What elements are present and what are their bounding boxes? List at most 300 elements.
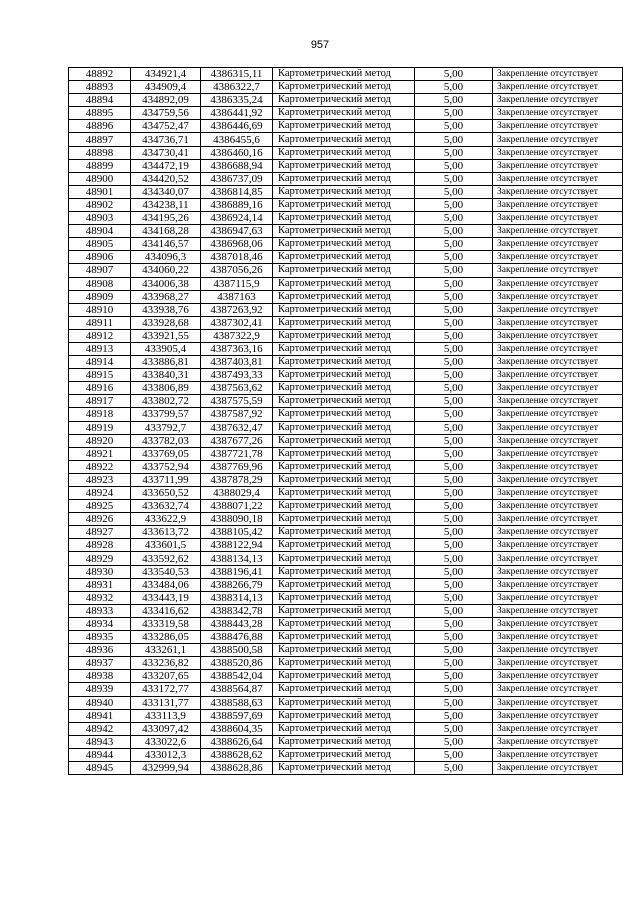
x-coordinate-cell: 433928,68 [131,316,201,329]
y-coordinate-cell: 4387721,78 [201,447,273,460]
fixation-note-cell: Закрепление отсутствует [493,460,623,473]
point-number-cell: 48910 [69,303,131,316]
table-row [69,670,623,683]
x-coordinate-cell: 433022,6 [131,735,201,748]
table-row [69,722,623,735]
x-coordinate-cell: 433097,42 [131,722,201,735]
error-cell: 5,00 [415,81,493,94]
method-cell: Картометрический метод [273,107,415,120]
method-cell: Картометрический метод [273,198,415,211]
error-cell: 5,00 [415,68,493,81]
fixation-note-cell: Закрепление отсутствует [493,670,623,683]
table-row [69,460,623,473]
method-cell: Картометрический метод [273,735,415,748]
table-row [69,356,623,369]
method-cell: Картометрический метод [273,264,415,277]
point-number-cell: 48936 [69,644,131,657]
point-number-cell: 48896 [69,120,131,133]
table-row [69,342,623,355]
table-row [69,146,623,159]
fixation-note-cell: Закрепление отсутствует [493,591,623,604]
y-coordinate-cell: 4387363,16 [201,342,273,355]
point-number-cell: 48929 [69,552,131,565]
fixation-note-cell: Закрепление отсутствует [493,644,623,657]
table-row [69,578,623,591]
table-row [69,120,623,133]
x-coordinate-cell: 434736,71 [131,133,201,146]
y-coordinate-cell: 4386814,85 [201,185,273,198]
table-row [69,552,623,565]
point-number-cell: 48922 [69,460,131,473]
y-coordinate-cell: 4387587,92 [201,408,273,421]
point-number-cell: 48924 [69,487,131,500]
fixation-note-cell: Закрепление отсутствует [493,159,623,172]
x-coordinate-cell: 434006,38 [131,277,201,290]
method-cell: Картометрический метод [273,552,415,565]
y-coordinate-cell: 4386455,6 [201,133,273,146]
method-cell: Картометрический метод [273,369,415,382]
error-cell: 5,00 [415,657,493,670]
error-cell: 5,00 [415,290,493,303]
error-cell: 5,00 [415,735,493,748]
point-number-cell: 48899 [69,159,131,172]
point-number-cell: 48932 [69,591,131,604]
y-coordinate-cell: 4386737,09 [201,172,273,185]
method-cell: Картометрический метод [273,290,415,303]
method-cell: Картометрический метод [273,251,415,264]
x-coordinate-cell: 433286,05 [131,631,201,644]
fixation-note-cell: Закрепление отсутствует [493,696,623,709]
fixation-note-cell: Закрепление отсутствует [493,290,623,303]
fixation-note-cell: Закрепление отсутствует [493,120,623,133]
y-coordinate-cell: 4386889,16 [201,198,273,211]
method-cell: Картометрический метод [273,238,415,251]
error-cell: 5,00 [415,356,493,369]
method-cell: Картометрический метод [273,683,415,696]
x-coordinate-cell: 434340,07 [131,185,201,198]
method-cell: Картометрический метод [273,316,415,329]
fixation-note-cell: Закрепление отсутствует [493,513,623,526]
x-coordinate-cell: 434921,4 [131,68,201,81]
point-number-cell: 48906 [69,251,131,264]
error-cell: 5,00 [415,460,493,473]
y-coordinate-cell: 4387403,81 [201,356,273,369]
point-number-cell: 48900 [69,172,131,185]
point-number-cell: 48894 [69,94,131,107]
error-cell: 5,00 [415,159,493,172]
fixation-note-cell: Закрепление отсутствует [493,617,623,630]
fixation-note-cell: Закрепление отсутствует [493,212,623,225]
page-number: 957 [310,39,330,51]
fixation-note-cell: Закрепление отсутствует [493,172,623,185]
y-coordinate-cell: 4386688,94 [201,159,273,172]
error-cell: 5,00 [415,185,493,198]
method-cell: Картометрический метод [273,356,415,369]
fixation-note-cell: Закрепление отсутствует [493,539,623,552]
y-coordinate-cell: 4387563,62 [201,382,273,395]
x-coordinate-cell: 433622,9 [131,513,201,526]
method-cell: Картометрический метод [273,487,415,500]
table-row [69,526,623,539]
y-coordinate-cell: 4386460,16 [201,146,273,159]
fixation-note-cell: Закрепление отсутствует [493,526,623,539]
y-coordinate-cell: 4388122,94 [201,539,273,552]
point-number-cell: 48914 [69,356,131,369]
x-coordinate-cell: 433650,52 [131,487,201,500]
point-number-cell: 48934 [69,617,131,630]
method-cell: Картометрический метод [273,159,415,172]
x-coordinate-cell: 434759,56 [131,107,201,120]
point-number-cell: 48915 [69,369,131,382]
point-number-cell: 48943 [69,735,131,748]
method-cell: Картометрический метод [273,277,415,290]
error-cell: 5,00 [415,172,493,185]
method-cell: Картометрический метод [273,617,415,630]
method-cell: Картометрический метод [273,68,415,81]
method-cell: Картометрический метод [273,748,415,761]
method-cell: Картометрический метод [273,644,415,657]
error-cell: 5,00 [415,212,493,225]
x-coordinate-cell: 433806,89 [131,382,201,395]
x-coordinate-cell: 433540,53 [131,565,201,578]
y-coordinate-cell: 4386315,11 [201,68,273,81]
y-coordinate-cell: 4388029,4 [201,487,273,500]
x-coordinate-cell: 433921,55 [131,329,201,342]
x-coordinate-cell: 433792,7 [131,421,201,434]
point-number-cell: 48933 [69,604,131,617]
table-row [69,68,623,81]
error-cell: 5,00 [415,421,493,434]
method-cell: Картометрический метод [273,133,415,146]
fixation-note-cell: Закрепление отсутствует [493,303,623,316]
method-cell: Картометрический метод [273,631,415,644]
table-row [69,408,623,421]
method-cell: Картометрический метод [273,94,415,107]
y-coordinate-cell: 4386335,24 [201,94,273,107]
fixation-note-cell: Закрепление отсутствует [493,382,623,395]
table-row [69,369,623,382]
point-number-cell: 48930 [69,565,131,578]
fixation-note-cell: Закрепление отсутствует [493,225,623,238]
x-coordinate-cell: 433319,58 [131,617,201,630]
table-row [69,696,623,709]
x-coordinate-cell: 434096,3 [131,251,201,264]
table-row [69,644,623,657]
point-number-cell: 48944 [69,748,131,761]
point-number-cell: 48935 [69,631,131,644]
y-coordinate-cell: 4387263,92 [201,303,273,316]
y-coordinate-cell: 4387677,26 [201,434,273,447]
y-coordinate-cell: 4388266,79 [201,578,273,591]
point-number-cell: 48937 [69,657,131,670]
y-coordinate-cell: 4388500,58 [201,644,273,657]
method-cell: Картометрический метод [273,591,415,604]
table-row [69,185,623,198]
point-number-cell: 48920 [69,434,131,447]
y-coordinate-cell: 4388628,86 [201,761,273,774]
fixation-note-cell: Закрепление отсутствует [493,631,623,644]
y-coordinate-cell: 4387302,41 [201,316,273,329]
table-row [69,316,623,329]
coordinates-table [68,67,623,775]
y-coordinate-cell: 4388520,86 [201,657,273,670]
y-coordinate-cell: 4387056,26 [201,264,273,277]
y-coordinate-cell: 4387769,96 [201,460,273,473]
fixation-note-cell: Закрепление отсутствует [493,81,623,94]
y-coordinate-cell: 4387878,29 [201,473,273,486]
method-cell: Картометрический метод [273,604,415,617]
point-number-cell: 48913 [69,342,131,355]
method-cell: Картометрический метод [273,657,415,670]
point-number-cell: 48904 [69,225,131,238]
method-cell: Картометрический метод [273,761,415,774]
method-cell: Картометрический метод [273,526,415,539]
table-row [69,264,623,277]
fixation-note-cell: Закрепление отсутствует [493,94,623,107]
x-coordinate-cell: 433443,19 [131,591,201,604]
fixation-note-cell: Закрепление отсутствует [493,500,623,513]
method-cell: Картометрический метод [273,696,415,709]
error-cell: 5,00 [415,552,493,565]
fixation-note-cell: Закрепление отсутствует [493,565,623,578]
point-number-cell: 48926 [69,513,131,526]
x-coordinate-cell: 433752,94 [131,460,201,473]
error-cell: 5,00 [415,604,493,617]
table-row [69,107,623,120]
x-coordinate-cell: 434752,47 [131,120,201,133]
y-coordinate-cell: 4386441,92 [201,107,273,120]
table-row [69,290,623,303]
table-row [69,382,623,395]
x-coordinate-cell: 433968,27 [131,290,201,303]
point-number-cell: 48916 [69,382,131,395]
fixation-note-cell: Закрепление отсутствует [493,657,623,670]
y-coordinate-cell: 4388476,88 [201,631,273,644]
error-cell: 5,00 [415,395,493,408]
y-coordinate-cell: 4388196,41 [201,565,273,578]
fixation-note-cell: Закрепление отсутствует [493,722,623,735]
y-coordinate-cell: 4388090,18 [201,513,273,526]
fixation-note-cell: Закрепление отсутствует [493,473,623,486]
point-number-cell: 48942 [69,722,131,735]
point-number-cell: 48925 [69,500,131,513]
fixation-note-cell: Закрепление отсутствует [493,107,623,120]
error-cell: 5,00 [415,225,493,238]
table-row [69,172,623,185]
y-coordinate-cell: 4387322,9 [201,329,273,342]
x-coordinate-cell: 433207,65 [131,670,201,683]
table-row [69,735,623,748]
y-coordinate-cell: 4388588,63 [201,696,273,709]
error-cell: 5,00 [415,487,493,500]
error-cell: 5,00 [415,565,493,578]
point-number-cell: 48893 [69,81,131,94]
table-row [69,500,623,513]
fixation-note-cell: Закрепление отсутствует [493,185,623,198]
x-coordinate-cell: 433416,62 [131,604,201,617]
fixation-note-cell: Закрепление отсутствует [493,487,623,500]
point-number-cell: 48905 [69,238,131,251]
method-cell: Картометрический метод [273,473,415,486]
point-number-cell: 48903 [69,212,131,225]
x-coordinate-cell: 433799,57 [131,408,201,421]
x-coordinate-cell: 434168,28 [131,225,201,238]
table-row [69,133,623,146]
method-cell: Картометрический метод [273,578,415,591]
table-row [69,434,623,447]
error-cell: 5,00 [415,526,493,539]
method-cell: Картометрический метод [273,185,415,198]
method-cell: Картометрический метод [273,460,415,473]
point-number-cell: 48895 [69,107,131,120]
x-coordinate-cell: 434238,11 [131,198,201,211]
point-number-cell: 48907 [69,264,131,277]
fixation-note-cell: Закрепление отсутствует [493,251,623,264]
method-cell: Картометрический метод [273,342,415,355]
x-coordinate-cell: 433172,77 [131,683,201,696]
error-cell: 5,00 [415,238,493,251]
point-number-cell: 48939 [69,683,131,696]
method-cell: Картометрический метод [273,225,415,238]
table-row [69,657,623,670]
fixation-note-cell: Закрепление отсутствует [493,146,623,159]
fixation-note-cell: Закрепление отсутствует [493,356,623,369]
fixation-note-cell: Закрепление отсутствует [493,316,623,329]
x-coordinate-cell: 434060,22 [131,264,201,277]
method-cell: Картометрический метод [273,382,415,395]
method-cell: Картометрический метод [273,722,415,735]
point-number-cell: 48941 [69,709,131,722]
table-row [69,225,623,238]
fixation-note-cell: Закрепление отсутствует [493,552,623,565]
table-row [69,513,623,526]
fixation-note-cell: Закрепление отсутствует [493,342,623,355]
fixation-note-cell: Закрепление отсутствует [493,604,623,617]
error-cell: 5,00 [415,369,493,382]
method-cell: Картометрический метод [273,212,415,225]
method-cell: Картометрический метод [273,434,415,447]
method-cell: Картометрический метод [273,329,415,342]
y-coordinate-cell: 4388628,62 [201,748,273,761]
error-cell: 5,00 [415,382,493,395]
x-coordinate-cell: 432999,94 [131,761,201,774]
table-row [69,277,623,290]
fixation-note-cell: Закрепление отсутствует [493,578,623,591]
y-coordinate-cell: 4387018,46 [201,251,273,264]
fixation-note-cell: Закрепление отсутствует [493,277,623,290]
table-row [69,421,623,434]
fixation-note-cell: Закрепление отсутствует [493,264,623,277]
fixation-note-cell: Закрепление отсутствует [493,68,623,81]
point-number-cell: 48923 [69,473,131,486]
y-coordinate-cell: 4388105,42 [201,526,273,539]
method-cell: Картометрический метод [273,395,415,408]
method-cell: Картометрический метод [273,303,415,316]
y-coordinate-cell: 4386947,63 [201,225,273,238]
error-cell: 5,00 [415,631,493,644]
y-coordinate-cell: 4388342,78 [201,604,273,617]
table-row [69,251,623,264]
point-number-cell: 48909 [69,290,131,303]
table-row [69,198,623,211]
fixation-note-cell: Закрепление отсутствует [493,761,623,774]
point-number-cell: 48908 [69,277,131,290]
y-coordinate-cell: 4386968,06 [201,238,273,251]
fixation-note-cell: Закрепление отсутствует [493,133,623,146]
error-cell: 5,00 [415,722,493,735]
error-cell: 5,00 [415,264,493,277]
table-row [69,447,623,460]
error-cell: 5,00 [415,408,493,421]
y-coordinate-cell: 4387115,9 [201,277,273,290]
y-coordinate-cell: 4388597,69 [201,709,273,722]
x-coordinate-cell: 434730,41 [131,146,201,159]
method-cell: Картометрический метод [273,146,415,159]
y-coordinate-cell: 4388542,04 [201,670,273,683]
error-cell: 5,00 [415,316,493,329]
y-coordinate-cell: 4388071,22 [201,500,273,513]
table-row [69,212,623,225]
point-number-cell: 48921 [69,447,131,460]
method-cell: Картометрический метод [273,408,415,421]
error-cell: 5,00 [415,329,493,342]
y-coordinate-cell: 4387632,47 [201,421,273,434]
point-number-cell: 48917 [69,395,131,408]
error-cell: 5,00 [415,251,493,264]
method-cell: Картометрический метод [273,709,415,722]
error-cell: 5,00 [415,133,493,146]
x-coordinate-cell: 434892,09 [131,94,201,107]
error-cell: 5,00 [415,683,493,696]
x-coordinate-cell: 433601,5 [131,539,201,552]
x-coordinate-cell: 433484,06 [131,578,201,591]
method-cell: Картометрический метод [273,670,415,683]
point-number-cell: 48911 [69,316,131,329]
method-cell: Картометрический метод [273,513,415,526]
y-coordinate-cell: 4388604,35 [201,722,273,735]
error-cell: 5,00 [415,303,493,316]
error-cell: 5,00 [415,578,493,591]
point-number-cell: 48902 [69,198,131,211]
table-row [69,81,623,94]
point-number-cell: 48898 [69,146,131,159]
error-cell: 5,00 [415,513,493,526]
table-row [69,683,623,696]
x-coordinate-cell: 434420,52 [131,172,201,185]
table-row [69,94,623,107]
table-row [69,487,623,500]
y-coordinate-cell: 4386446,69 [201,120,273,133]
table-row [69,539,623,552]
error-cell: 5,00 [415,107,493,120]
fixation-note-cell: Закрепление отсутствует [493,395,623,408]
point-number-cell: 48927 [69,526,131,539]
x-coordinate-cell: 433782,03 [131,434,201,447]
fixation-note-cell: Закрепление отсутствует [493,421,623,434]
fixation-note-cell: Закрепление отсутствует [493,709,623,722]
x-coordinate-cell: 433938,76 [131,303,201,316]
point-number-cell: 48901 [69,185,131,198]
x-coordinate-cell: 433711,99 [131,473,201,486]
error-cell: 5,00 [415,473,493,486]
fixation-note-cell: Закрепление отсутствует [493,329,623,342]
table-row [69,473,623,486]
error-cell: 5,00 [415,644,493,657]
error-cell: 5,00 [415,120,493,133]
point-number-cell: 48919 [69,421,131,434]
point-number-cell: 48918 [69,408,131,421]
table-body [69,68,623,775]
